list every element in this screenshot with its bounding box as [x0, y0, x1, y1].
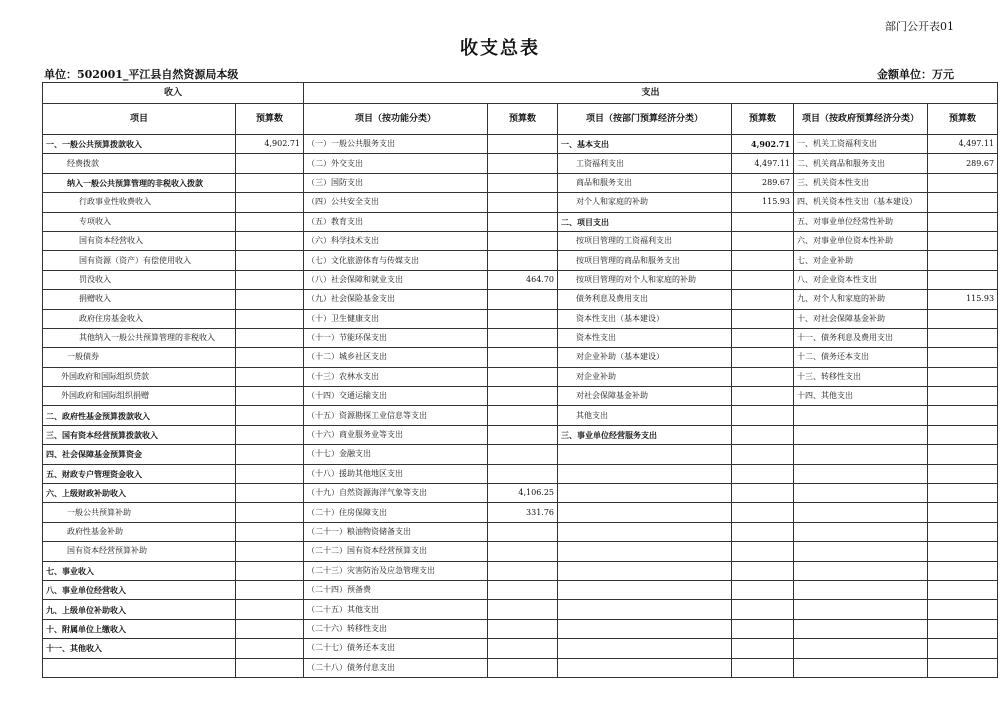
table-row	[43, 309, 998, 328]
gov-budget-cell	[928, 309, 998, 328]
gov-budget-cell	[928, 367, 998, 386]
income-item-cell: 捐赠收入	[43, 290, 236, 309]
income-item-cell: 政府性基金补助	[43, 522, 236, 541]
gov-item-cell: 十四、其他支出	[794, 387, 928, 406]
func-budget-cell	[488, 600, 558, 619]
dept-item-cell	[558, 464, 732, 483]
income-item-cell: 外国政府和国际组织贷款	[43, 367, 236, 386]
dept-item-cell	[558, 445, 732, 464]
gov-budget-cell: 4,497.11	[928, 135, 998, 154]
func-item-cell: （三）国防支出	[304, 173, 488, 192]
table-row	[43, 445, 998, 464]
func-budget-cell	[488, 425, 558, 444]
income-item-cell: 二、政府性基金预算拨款收入	[43, 406, 236, 425]
gov-item-cell	[794, 619, 928, 638]
dept-item-cell: 按项目管理的工资福利支出	[558, 231, 732, 250]
dept-item-cell: 一、基本支出	[558, 135, 732, 154]
table-row	[43, 561, 998, 580]
gov-budget-cell: 115.93	[928, 290, 998, 309]
func-budget-cell: 331.76	[488, 503, 558, 522]
dept-item-cell: 工资福利支出	[558, 154, 732, 173]
income-item-cell: 国有资本经营收入	[43, 231, 236, 250]
table-row	[43, 464, 998, 483]
func-item-cell: （二十七）债务还本支出	[304, 639, 488, 658]
table-row	[43, 580, 998, 599]
func-budget-cell	[488, 231, 558, 250]
dept-budget-cell	[732, 425, 794, 444]
income-budget-cell	[236, 193, 304, 212]
income-budget-cell	[236, 619, 304, 638]
income-item-cell: 罚没收入	[43, 270, 236, 289]
func-budget-cell	[488, 367, 558, 386]
table-row	[43, 484, 998, 503]
func-budget-cell: 464.70	[488, 270, 558, 289]
table-row	[43, 367, 998, 386]
dept-item-cell: 资本性支出（基本建设）	[558, 309, 732, 328]
page-title: 收支总表	[460, 38, 540, 59]
table-row	[43, 212, 998, 231]
func-budget-cell	[488, 387, 558, 406]
func-budget-cell	[488, 154, 558, 173]
dept-item-cell: 按项目管理的商品和服务支出	[558, 251, 732, 270]
func-item-cell: （五）教育支出	[304, 212, 488, 231]
income-item-cell: 政府住房基金收入	[43, 309, 236, 328]
income-budget-cell: 4,902.71	[236, 135, 304, 154]
dept-budget-cell	[732, 522, 794, 541]
gov-item-cell	[794, 522, 928, 541]
func-budget-cell	[488, 212, 558, 231]
table-row	[43, 251, 998, 270]
gov-item-cell	[794, 464, 928, 483]
income-budget-cell	[236, 600, 304, 619]
income-budget-cell	[236, 290, 304, 309]
table-row	[43, 328, 998, 347]
dept-item-cell: 对企业补助（基本建设）	[558, 348, 732, 367]
income-item-cell: 行政事业性收费收入	[43, 193, 236, 212]
func-item-cell: （十一）节能环保支出	[304, 328, 488, 347]
income-budget-cell	[236, 425, 304, 444]
gov-item-cell: 四、机关资本性支出（基本建设）	[794, 193, 928, 212]
dept-item-cell	[558, 580, 732, 599]
income-budget-cell	[236, 503, 304, 522]
income-item-cell: 五、财政专户管理资金收入	[43, 464, 236, 483]
gov-budget-cell	[928, 484, 998, 503]
dept-item-cell: 按项目管理的对个人和家庭的补助	[558, 270, 732, 289]
func-budget-cell	[488, 348, 558, 367]
func-item-cell: （十八）援助其他地区支出	[304, 464, 488, 483]
dept-budget-cell	[732, 561, 794, 580]
table-row	[43, 231, 998, 250]
table-row	[43, 600, 998, 619]
gov-budget-cell	[928, 639, 998, 658]
income-budget-cell	[236, 542, 304, 561]
table-row	[43, 542, 998, 561]
income-budget-cell	[236, 270, 304, 289]
dept-budget-cell: 115.93	[732, 193, 794, 212]
income-item-cell: 三、国有资本经营预算拨款收入	[43, 425, 236, 444]
func-item-cell: （十五）资源勘探工业信息等支出	[304, 406, 488, 425]
func-budget-cell	[488, 406, 558, 425]
income-item-cell: 一、一般公共预算拨款收入	[43, 135, 236, 154]
income-budget-cell	[236, 251, 304, 270]
gov-item-cell	[794, 425, 928, 444]
gov-budget-cell	[928, 348, 998, 367]
dept-item-cell	[558, 522, 732, 541]
func-budget-cell	[488, 173, 558, 192]
func-budget-cell	[488, 464, 558, 483]
dept-item-cell	[558, 503, 732, 522]
dept-item-cell: 三、事业单位经营服务支出	[558, 425, 732, 444]
dept-item-cell: 对个人和家庭的补助	[558, 193, 732, 212]
func-budget-cell	[488, 580, 558, 599]
dept-budget-cell	[732, 367, 794, 386]
col-gov-item: 项目（按政府预算经济分类）	[794, 104, 928, 135]
gov-item-cell: 八、对企业资本性支出	[794, 270, 928, 289]
dept-budget-cell	[732, 309, 794, 328]
gov-budget-cell	[928, 425, 998, 444]
gov-item-cell	[794, 484, 928, 503]
dept-budget-cell	[732, 580, 794, 599]
func-item-cell: （十七）金融支出	[304, 445, 488, 464]
func-budget-cell	[488, 542, 558, 561]
income-budget-cell	[236, 464, 304, 483]
func-budget-cell: 4,106.25	[488, 484, 558, 503]
func-budget-cell	[488, 193, 558, 212]
income-budget-cell	[236, 522, 304, 541]
unit-label: 单位：502001_平江县自然资源局本级	[44, 68, 239, 81]
dept-budget-cell	[732, 231, 794, 250]
table-row	[43, 425, 998, 444]
gov-item-cell	[794, 503, 928, 522]
col-dept-item: 项目（按部门预算经济分类）	[558, 104, 732, 135]
income-item-cell: 一般公共预算补助	[43, 503, 236, 522]
expense-header: 支出	[304, 83, 998, 104]
dept-item-cell: 资本性支出	[558, 328, 732, 347]
func-item-cell: （十）卫生健康支出	[304, 309, 488, 328]
func-item-cell: （一）一般公共服务支出	[304, 135, 488, 154]
gov-budget-cell	[928, 658, 998, 677]
gov-budget-cell	[928, 503, 998, 522]
dept-item-cell: 债务利息及费用支出	[558, 290, 732, 309]
dept-budget-cell	[732, 290, 794, 309]
gov-item-cell	[794, 445, 928, 464]
func-budget-cell	[488, 251, 558, 270]
func-item-cell: （十二）城乡社区支出	[304, 348, 488, 367]
gov-item-cell	[794, 639, 928, 658]
gov-item-cell	[794, 542, 928, 561]
gov-item-cell: 十三、转移性支出	[794, 367, 928, 386]
func-item-cell: （二十三）灾害防治及应急管理支出	[304, 561, 488, 580]
dept-item-cell	[558, 600, 732, 619]
gov-item-cell	[794, 600, 928, 619]
gov-budget-cell	[928, 580, 998, 599]
dept-item-cell: 其他支出	[558, 406, 732, 425]
dept-item-cell: 商品和服务支出	[558, 173, 732, 192]
func-item-cell: （二）外交支出	[304, 154, 488, 173]
dept-item-cell: 二、项目支出	[558, 212, 732, 231]
dept-budget-cell	[732, 503, 794, 522]
dept-budget-cell	[732, 600, 794, 619]
gov-item-cell: 二、机关商品和服务支出	[794, 154, 928, 173]
income-budget-cell	[236, 173, 304, 192]
func-item-cell: （二十八）债务付息支出	[304, 658, 488, 677]
dept-item-cell	[558, 542, 732, 561]
gov-item-cell: 十、对社会保障基金补助	[794, 309, 928, 328]
func-budget-cell	[488, 522, 558, 541]
gov-budget-cell	[928, 328, 998, 347]
func-budget-cell	[488, 309, 558, 328]
gov-budget-cell	[928, 231, 998, 250]
func-item-cell: （二十一）粮油物资储备支出	[304, 522, 488, 541]
func-item-cell: （二十二）国有资本经营预算支出	[304, 542, 488, 561]
gov-budget-cell	[928, 193, 998, 212]
gov-budget-cell	[928, 522, 998, 541]
col-func-item: 项目（按功能分类）	[304, 104, 488, 135]
dept-budget-cell	[732, 270, 794, 289]
gov-budget-cell	[928, 445, 998, 464]
dept-budget-cell	[732, 387, 794, 406]
gov-budget-cell	[928, 212, 998, 231]
income-budget-cell	[236, 639, 304, 658]
col-income-item: 项目	[43, 104, 236, 135]
dept-budget-cell	[732, 619, 794, 638]
income-item-cell: 经费拨款	[43, 154, 236, 173]
col-func-budget: 预算数	[488, 104, 558, 135]
income-item-cell: 九、上级单位补助收入	[43, 600, 236, 619]
dept-budget-cell	[732, 484, 794, 503]
gov-budget-cell	[928, 600, 998, 619]
income-budget-cell	[236, 212, 304, 231]
income-header: 收入	[43, 83, 304, 104]
gov-item-cell: 十二、债务还本支出	[794, 348, 928, 367]
func-budget-cell	[488, 328, 558, 347]
table-row	[43, 658, 998, 677]
income-budget-cell	[236, 328, 304, 347]
func-item-cell: （二十六）转移性支出	[304, 619, 488, 638]
dept-budget-cell	[732, 658, 794, 677]
gov-budget-cell	[928, 464, 998, 483]
table-row	[43, 522, 998, 541]
func-item-cell: （十九）自然资源海洋气象等支出	[304, 484, 488, 503]
income-item-cell: 外国政府和国际组织捐赠	[43, 387, 236, 406]
income-item-cell: 十一、其他收入	[43, 639, 236, 658]
dept-budget-cell: 289.67	[732, 173, 794, 192]
col-gov-budget: 预算数	[928, 104, 998, 135]
col-dept-budget: 预算数	[732, 104, 794, 135]
gov-item-cell: 七、对企业补助	[794, 251, 928, 270]
dept-budget-cell	[732, 464, 794, 483]
dept-item-cell	[558, 658, 732, 677]
header-row-2	[43, 104, 998, 135]
dept-item-cell: 对社会保障基金补助	[558, 387, 732, 406]
dept-budget-cell	[732, 406, 794, 425]
income-budget-cell	[236, 348, 304, 367]
gov-budget-cell	[928, 270, 998, 289]
func-budget-cell	[488, 290, 558, 309]
func-item-cell: （二十）住房保障支出	[304, 503, 488, 522]
gov-item-cell	[794, 561, 928, 580]
func-budget-cell	[488, 658, 558, 677]
gov-item-cell: 六、对事业单位资本性补助	[794, 231, 928, 250]
income-item-cell: 六、上级财政补助收入	[43, 484, 236, 503]
dept-budget-cell	[732, 639, 794, 658]
income-budget-cell	[236, 154, 304, 173]
dept-budget-cell	[732, 542, 794, 561]
dept-budget-cell	[732, 328, 794, 347]
gov-budget-cell	[928, 251, 998, 270]
table-row	[43, 619, 998, 638]
func-item-cell: （九）社会保险基金支出	[304, 290, 488, 309]
dept-item-cell	[558, 619, 732, 638]
header-row-1	[43, 83, 998, 104]
func-budget-cell	[488, 619, 558, 638]
gov-budget-cell	[928, 619, 998, 638]
table-row	[43, 639, 998, 658]
income-item-cell: 国有资本经营预算补助	[43, 542, 236, 561]
income-item-cell: 专项收入	[43, 212, 236, 231]
func-budget-cell	[488, 135, 558, 154]
income-budget-cell	[236, 445, 304, 464]
table-row	[43, 270, 998, 289]
dept-item-cell: 对企业补助	[558, 367, 732, 386]
table-row	[43, 154, 998, 173]
table-row	[43, 348, 998, 367]
income-item-cell: 纳入一般公共预算管理的非税收入拨款	[43, 173, 236, 192]
income-budget-cell	[236, 231, 304, 250]
table-row	[43, 193, 998, 212]
func-item-cell: （十四）交通运输支出	[304, 387, 488, 406]
income-item-cell: 七、事业收入	[43, 561, 236, 580]
income-item-cell: 四、社会保障基金预算资金	[43, 445, 236, 464]
income-budget-cell	[236, 406, 304, 425]
gov-budget-cell	[928, 561, 998, 580]
table-row	[43, 503, 998, 522]
amount-unit: 金额单位：万元	[877, 68, 954, 81]
func-item-cell: （十三）农林水支出	[304, 367, 488, 386]
dept-budget-cell: 4,497.11	[732, 154, 794, 173]
gov-budget-cell	[928, 173, 998, 192]
table-row	[43, 173, 998, 192]
dept-item-cell	[558, 639, 732, 658]
income-item-cell: 十、附属单位上缴收入	[43, 619, 236, 638]
income-item-cell	[43, 658, 236, 677]
dept-budget-cell	[732, 212, 794, 231]
dept-item-cell	[558, 561, 732, 580]
dept-budget-cell	[732, 348, 794, 367]
income-budget-cell	[236, 387, 304, 406]
dept-budget-cell: 4,902.71	[732, 135, 794, 154]
func-item-cell: （二十五）其他支出	[304, 600, 488, 619]
income-budget-cell	[236, 580, 304, 599]
table-row	[43, 135, 998, 154]
dept-budget-cell	[732, 251, 794, 270]
income-item-cell: 八、事业单位经营收入	[43, 580, 236, 599]
func-item-cell: （四）公共安全支出	[304, 193, 488, 212]
func-item-cell: （二十四）预备费	[304, 580, 488, 599]
func-item-cell: （八）社会保障和就业支出	[304, 270, 488, 289]
gov-item-cell: 三、机关资本性支出	[794, 173, 928, 192]
income-item-cell: 国有资源（资产）有偿使用收入	[43, 251, 236, 270]
gov-item-cell: 一、机关工资福利支出	[794, 135, 928, 154]
table-row	[43, 387, 998, 406]
dept-budget-cell	[732, 445, 794, 464]
col-income-budget: 预算数	[236, 104, 304, 135]
gov-item-cell	[794, 580, 928, 599]
gov-item-cell	[794, 406, 928, 425]
table-row	[43, 406, 998, 425]
dept-item-cell	[558, 484, 732, 503]
income-budget-cell	[236, 658, 304, 677]
income-item-cell: 其他纳入一般公共预算管理的非税收入	[43, 328, 236, 347]
income-budget-cell	[236, 367, 304, 386]
table-row	[43, 290, 998, 309]
func-budget-cell	[488, 445, 558, 464]
gov-item-cell: 九、对个人和家庭的补助	[794, 290, 928, 309]
func-budget-cell	[488, 561, 558, 580]
form-code: 部门公开表01	[885, 20, 954, 33]
func-item-cell: （七）文化旅游体育与传媒支出	[304, 251, 488, 270]
income-item-cell: 一般债券	[43, 348, 236, 367]
gov-budget-cell	[928, 387, 998, 406]
gov-item-cell	[794, 658, 928, 677]
func-budget-cell	[488, 639, 558, 658]
budget-table	[42, 82, 998, 678]
income-budget-cell	[236, 309, 304, 328]
gov-budget-cell	[928, 542, 998, 561]
gov-budget-cell: 289.67	[928, 154, 998, 173]
gov-budget-cell	[928, 406, 998, 425]
gov-item-cell: 十一、债务利息及费用支出	[794, 328, 928, 347]
func-item-cell: （十六）商业服务业等支出	[304, 425, 488, 444]
income-budget-cell	[236, 484, 304, 503]
gov-item-cell: 五、对事业单位经常性补助	[794, 212, 928, 231]
func-item-cell: （六）科学技术支出	[304, 231, 488, 250]
income-budget-cell	[236, 561, 304, 580]
